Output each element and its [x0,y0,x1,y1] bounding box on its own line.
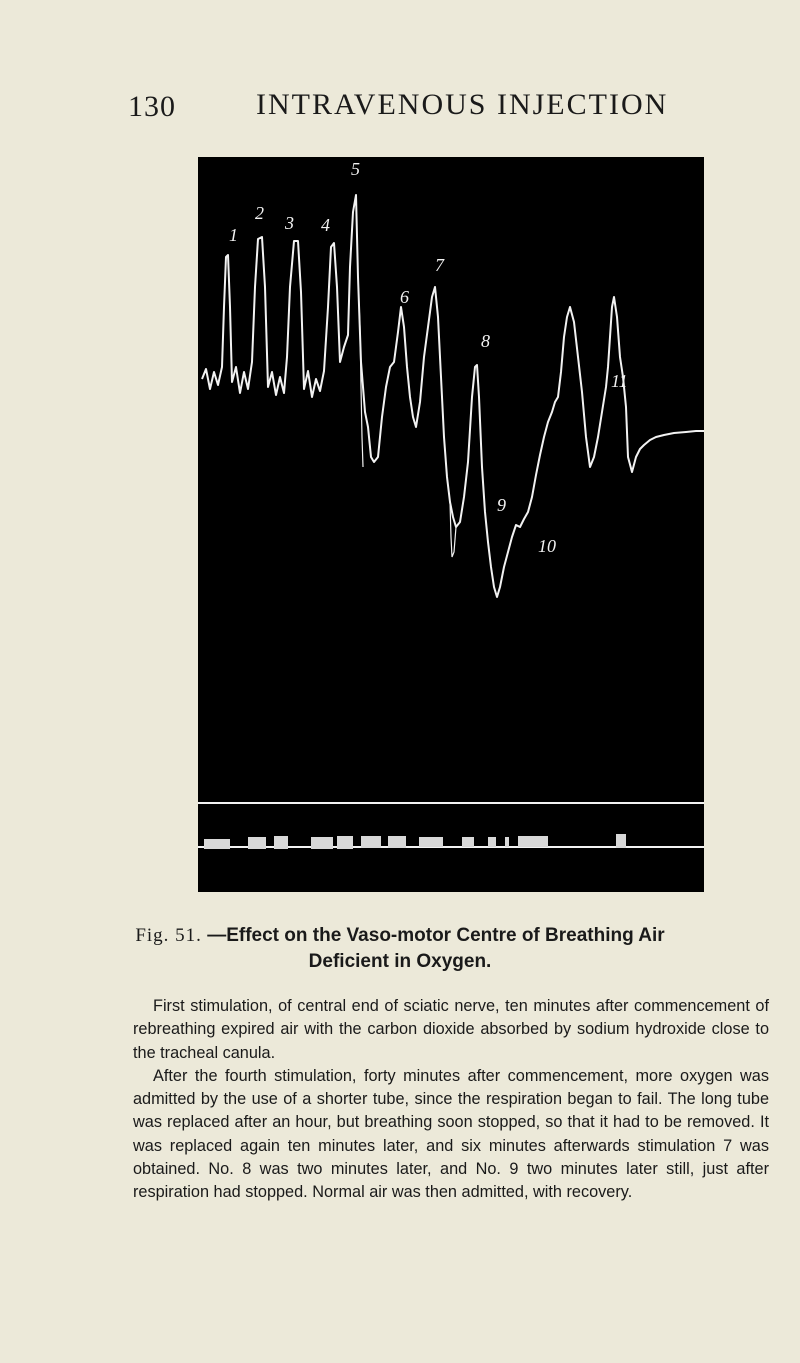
trace-label-4: 4 [321,215,330,235]
trace-label-5: 5 [351,159,360,179]
trace-label-2: 2 [255,203,264,223]
trace-label-10: 10 [538,536,556,556]
figure-label: Fig. 51. [135,925,202,946]
page-number: 130 [128,90,176,123]
figure-caption-title [0,925,800,947]
trace-label-7: 7 [435,255,444,275]
description-paragraph-2: After the fourth stimulation, forty minutes after commencement, more oxygen was admitted by the use of a shorter tube, since the respiration began to fail. The long tube was replaced after an hour, but breathing soon stopped, so that it had to be removed. It was replaced again ten minutes later, and six minutes afterwards stimulation 7 was obtained. No. 8 was two minutes later, and No. 9 two minutes later still, just after respiration had stopped. Normal air was then admitted, with recovery. [133,1066,769,1202]
kymograph-tracing [198,157,704,892]
figure-description [133,995,769,1205]
caption-title-line1: Effect on the Vaso-motor Centre of Breathing Air [226,925,665,946]
running-head: INTRAVENOUS INJECTION [256,88,669,121]
caption-dash: — [207,925,227,946]
trace-label-11: 11 [611,371,628,391]
trace-label-8: 8 [481,331,490,351]
description-paragraph-1: First stimulation, of central end of sciatic nerve, ten minutes after commencement of rebreathing expired air with the carbon dioxide absorbed by sodium hydroxide close to the tracheal canula. [133,997,769,1062]
caption-title-line2: Deficient in Oxygen. [308,951,492,972]
trace-label-1: 1 [229,225,238,245]
kymograph-figure [198,157,704,892]
trace-label-6: 6 [400,287,409,307]
trace-label-3: 3 [285,213,294,233]
trace-label-9: 9 [497,495,506,515]
